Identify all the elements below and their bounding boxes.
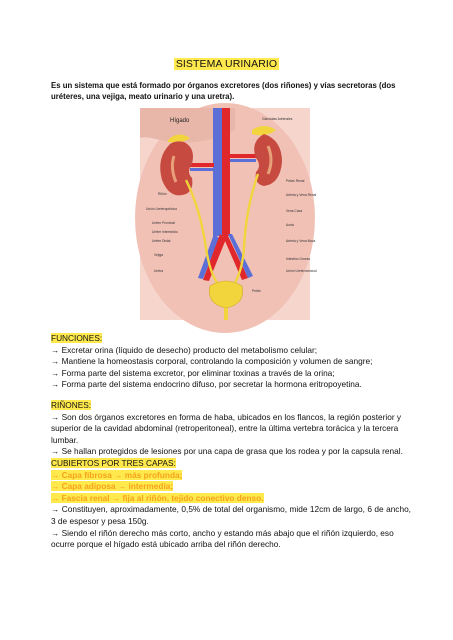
aorta-shape <box>222 108 230 236</box>
rinones-item-1: → Son dos órganos excretores en forma de haba, ubicados en los flancos, la región posterior y superior de la cavidad abdominal (retroperitoneal), entre la última vertebra torácica y la tercera lumbar. <box>51 411 402 445</box>
capa-adiposa: → Capa adiposa → intermedia; <box>51 481 174 492</box>
label-iliac: Arteria y Vena Iliaca <box>286 239 316 243</box>
label-intestine: Intestino Grueso <box>286 257 311 261</box>
label-liver: Hígado <box>170 118 190 124</box>
capa-fibrosa: → Capa fibrosa → más profunda; <box>51 469 183 480</box>
label-adrenal: Glándulas Adrenales <box>262 117 293 121</box>
final-item-2: → Siendo el riñón derecho más corto, ancho y estando más abajo que el riñón izquierdo, eso ocurre porque el hígado está ubicado arriba del riñón derecho. <box>51 527 394 550</box>
label-ureterovesical-junction: Unión Ureterovesical <box>286 269 317 273</box>
fascia-renal: → Fascia renal → fija al riñón, tejido conectivo denso. <box>51 492 264 503</box>
label-pelvis: Pelvis <box>252 289 261 293</box>
label-aorta: Aorta <box>286 223 294 227</box>
page-title: SISTEMA URINARIO <box>175 58 278 70</box>
funciones-item-3: → Forma parte del sistema excretor, por eliminar toxinas a través de la orina; <box>51 367 335 378</box>
right-renal-vein <box>190 168 214 171</box>
label-renal-artery-vein: Arteria y Vena Renal <box>286 193 317 197</box>
rinones-item-2: → Se hallan protegidos de lesiones por una capa de grasa que los rodea y por la capsula renal. <box>51 446 403 457</box>
title-container <box>0 54 453 72</box>
intro-paragraph: Es un sistema que está formado por órganos excretores (dos riñones) y vías secretoras (dos uréteres, una vejiga, meato urinario y una uretra). <box>51 81 396 101</box>
left-renal-vein <box>230 159 256 162</box>
label-distal-ureter: Uréter Distal <box>152 239 171 243</box>
vena-cava-shape <box>213 108 222 236</box>
label-bladder: Vejiga <box>154 253 163 257</box>
label-ureteropelvic-junction: Unión Ureteropélvica <box>146 207 177 211</box>
urethra-shape <box>224 308 228 320</box>
urinary-system-figure <box>140 108 317 320</box>
label-vena-cava: Vena Cava <box>286 209 303 213</box>
funciones-item-1: → Excretar orina (líquido de desecho) producto del metabolismo celular; <box>51 344 318 355</box>
label-intermediate-ureter: Uréter Intermedio <box>152 230 178 234</box>
funciones-heading: FUNCIONES: <box>51 333 103 343</box>
rinones-heading: RIÑONES: <box>51 399 92 410</box>
capas-heading: CUBIERTOS POR TRES CAPAS: <box>51 457 176 468</box>
funciones-item-4: → Forma parte del sistema endocrino difuso, por secretar la hormona eritropoyetina. <box>51 379 362 390</box>
label-kidney: Riñón <box>158 192 167 196</box>
urinary-anatomy-illustration <box>140 108 317 320</box>
body-text <box>51 333 411 551</box>
left-renal-artery <box>230 154 256 158</box>
label-pelvis-renal: Pelvis Renal <box>286 179 305 183</box>
label-proximal-ureter: Uréter Proximal <box>152 221 175 225</box>
label-urethra: Uretra <box>154 269 164 273</box>
final-item-1: → Constituyen, aproximadamente, 0,5% de total del organismo, mide 12cm de largo, 6 de ancho, 3 de espesor y pesa 150g. <box>51 504 411 526</box>
funciones-item-2: → Mantiene la homeostasis corporal, controlando la composición y volumen de sangre; <box>51 356 373 367</box>
right-renal-artery <box>190 163 214 167</box>
